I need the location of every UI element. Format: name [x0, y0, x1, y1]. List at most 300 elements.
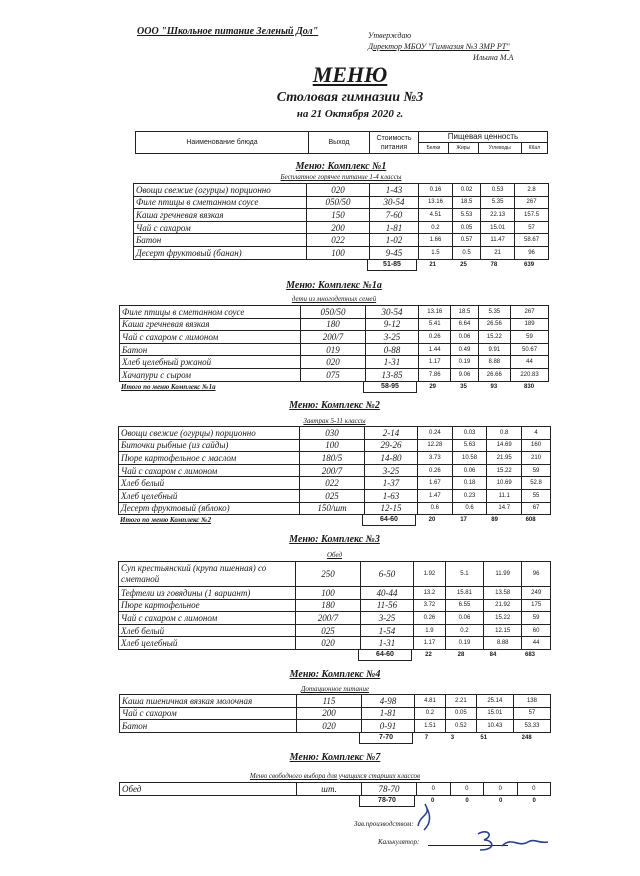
dish-price: 0-88 — [366, 343, 419, 356]
complex-caption: дети из многодетных семей — [291, 295, 377, 303]
dish-carbs: 0.53 — [481, 184, 515, 197]
complex-caption: Меню свободного выбора для учащихся старших классов — [249, 772, 421, 780]
approve-name: Ильина М.А — [473, 53, 514, 62]
dish-price: 1-02 — [370, 234, 419, 247]
dish-carbs: 11.1 — [487, 489, 522, 502]
dish-protein: 1.5 — [419, 246, 453, 259]
dish-fat: 0.19 — [445, 637, 483, 650]
table-row — [120, 356, 549, 369]
total-carbs: 78 — [490, 261, 498, 268]
total-protein: 0 — [430, 797, 435, 804]
dish-kcal: 157.5 — [515, 209, 549, 222]
dish-fat: 6.55 — [445, 599, 483, 612]
dish-kcal: 175 — [522, 599, 551, 612]
dish-carbs: 15.22 — [484, 612, 522, 625]
col-fat: Жиры — [448, 143, 478, 154]
total-fat: 35 — [460, 383, 467, 390]
dish-output: 200 — [307, 221, 370, 234]
total-fat: 25 — [460, 261, 467, 268]
dish-fat: 2.21 — [445, 695, 476, 708]
dish-fat: 0.19 — [451, 356, 478, 369]
table-row — [134, 234, 549, 247]
total-fat: 3 — [450, 735, 455, 742]
column-header — [135, 131, 548, 154]
dish-name: Чай с сахаром — [120, 707, 297, 720]
dish-price: 30-54 — [370, 196, 419, 209]
dish-output: 020 — [296, 637, 361, 650]
dish-output: 020 — [301, 356, 366, 369]
dish-fat: 15.81 — [445, 587, 483, 600]
dish-output: 180 — [296, 599, 361, 612]
dish-fat: 0.06 — [451, 331, 478, 344]
dish-output: 022 — [300, 477, 365, 490]
dish-price: 1-81 — [362, 707, 415, 720]
total-fat: 0 — [465, 797, 469, 804]
table-row — [120, 318, 549, 331]
dish-carbs: 13.58 — [484, 587, 522, 600]
dish-fat: 0.49 — [451, 343, 478, 356]
dish-name: Обед — [120, 783, 297, 796]
total-protein: 20 — [428, 517, 436, 524]
dish-price: 40-44 — [361, 587, 414, 600]
dish-price: 9-12 — [366, 318, 419, 331]
dish-kcal: 160 — [522, 439, 551, 452]
dish-output: 200/7 — [296, 612, 361, 625]
complex-title: Меню: Комплекс №2 — [289, 400, 380, 411]
table-row — [120, 368, 549, 381]
dish-name: Чай с сахаром с лимоном — [119, 464, 300, 477]
dish-kcal: 96 — [522, 562, 551, 587]
dish-output: 200/7 — [301, 331, 366, 344]
dish-protein: 0 — [417, 783, 451, 796]
total-protein: 22 — [425, 652, 432, 659]
table-row — [119, 624, 551, 637]
dish-carbs: 10.69 — [487, 477, 522, 490]
dish-kcal: 57 — [515, 221, 549, 234]
dish-output: 100 — [307, 246, 370, 259]
dish-name: Каша гречневая вязкая — [134, 209, 307, 222]
dish-kcal: 55 — [522, 489, 551, 502]
dish-output: 025 — [296, 624, 361, 637]
dish-protein: 12.28 — [418, 439, 453, 452]
complex-total — [367, 260, 549, 271]
dish-carbs: 26.56 — [478, 318, 510, 331]
dish-protein: 5.41 — [419, 318, 451, 331]
menu-date: на 21 Октября 2020 г. — [296, 108, 404, 120]
dish-protein: 4.51 — [419, 209, 453, 222]
dish-carbs: 5.35 — [481, 196, 515, 209]
total-kcal: 0 — [532, 797, 536, 804]
dish-output: 100 — [296, 587, 361, 600]
dish-carbs: 25.14 — [476, 695, 513, 708]
dish-name: Десерт фруктовый (банан) — [134, 246, 307, 259]
table-row — [119, 599, 551, 612]
dish-name: Пюре картофельное с маслом — [119, 452, 300, 465]
dish-kcal: 58.67 — [515, 234, 549, 247]
dish-price: 30-54 — [366, 306, 419, 319]
dish-name: Батон — [120, 720, 297, 733]
dish-fat: 0.18 — [452, 477, 487, 490]
dish-carbs: 22.13 — [481, 209, 515, 222]
dish-price: 29-26 — [365, 439, 418, 452]
complex-total — [359, 733, 551, 744]
organization-name: ООО "Школьное питание Зеленый Дол" — [137, 26, 319, 37]
dish-protein: 1.67 — [418, 477, 453, 490]
dish-name: Хачапури с сыром — [120, 368, 301, 381]
dish-protein: 3.73 — [418, 452, 453, 465]
dish-output: 050/50 — [307, 196, 370, 209]
dish-output: 250 — [296, 562, 361, 587]
table-row — [134, 184, 549, 197]
approve-label: Утверждаю — [368, 31, 412, 40]
dish-protein: 1.66 — [419, 234, 453, 247]
dish-fat: 18.5 — [451, 306, 478, 319]
dish-output: 030 — [300, 427, 365, 440]
dish-name: Каша гречневая вязкая — [120, 318, 301, 331]
page-title: МЕНЮ — [312, 62, 388, 87]
table-row — [119, 427, 551, 440]
dish-carbs: 0.8 — [487, 427, 522, 440]
dish-kcal: 0 — [517, 783, 551, 796]
total-price: 78-70 — [360, 796, 415, 807]
dish-kcal: 44 — [511, 356, 549, 369]
dish-price: 1-43 — [370, 184, 419, 197]
dish-protein: 0.2 — [415, 707, 446, 720]
table-row — [119, 489, 551, 502]
complex-total — [358, 650, 551, 661]
total-label: Итого по меню Комплекс №1а — [121, 382, 216, 391]
total-kcal: 608 — [525, 517, 536, 524]
dish-name: Филе птицы в сметанном соусе — [120, 306, 301, 319]
dish-protein: 0.24 — [418, 427, 453, 440]
total-price: 51-85 — [368, 260, 417, 271]
dish-price: 14-80 — [365, 452, 418, 465]
table-row — [120, 720, 551, 733]
dish-price: 13-85 — [366, 368, 419, 381]
col-name: Наименование блюда — [136, 132, 309, 154]
dish-name: Овощи свежие (огурцы) порционно — [134, 184, 307, 197]
dish-fat: 0.6 — [452, 502, 487, 515]
dish-output: 115 — [297, 695, 362, 708]
dish-kcal: 44 — [522, 637, 551, 650]
dish-output: 022 — [307, 234, 370, 247]
dish-price: 1-81 — [370, 221, 419, 234]
dish-kcal: 52.8 — [522, 477, 551, 490]
handwritten-signature-calculator — [472, 826, 552, 856]
dish-fat: 10.58 — [452, 452, 487, 465]
dish-carbs: 21.95 — [487, 452, 522, 465]
total-carbs: 84 — [489, 652, 497, 659]
dish-protein: 0.26 — [419, 331, 451, 344]
dish-price: 1-63 — [365, 489, 418, 502]
dish-price: 11-56 — [361, 599, 414, 612]
dish-fat: 0.02 — [452, 184, 480, 197]
dish-protein: 1.51 — [415, 720, 446, 733]
dish-fat: 0.52 — [445, 720, 476, 733]
table-row — [134, 196, 549, 209]
total-carbs: 89 — [491, 517, 498, 524]
col-cost: Стоимость питания — [370, 132, 419, 154]
table-row — [119, 477, 551, 490]
dish-output: 200 — [297, 707, 362, 720]
dish-fat: 0.05 — [452, 221, 480, 234]
dish-fat: 0 — [450, 783, 484, 796]
complex-table — [118, 561, 551, 650]
dish-carbs: 0 — [484, 783, 518, 796]
dish-carbs: 15.22 — [478, 331, 510, 344]
table-row — [119, 502, 551, 515]
col-carbs: Углеводы — [478, 143, 521, 154]
dish-kcal: 210 — [522, 452, 551, 465]
dish-carbs: 15.01 — [481, 221, 515, 234]
dish-protein: 0.26 — [418, 464, 453, 477]
dish-price: 3-25 — [365, 464, 418, 477]
table-row — [134, 246, 549, 259]
dish-name: Овощи свежие (огурцы) порционно — [119, 427, 300, 440]
complex-title: Меню: Комплекс №1а — [286, 280, 382, 291]
table-row — [119, 612, 551, 625]
dish-name: Биточки рыбные (из сайды) — [119, 439, 300, 452]
total-price: 64-60 — [359, 650, 412, 661]
dish-fat: 0.23 — [452, 489, 487, 502]
dish-protein: 7.86 — [419, 368, 451, 381]
page-subtitle: Столовая гимназии №3 — [276, 90, 424, 105]
table-row — [134, 221, 549, 234]
dish-name: Пюре картофельное — [119, 599, 296, 612]
dish-output: 150 — [307, 209, 370, 222]
dish-protein: 1.47 — [418, 489, 453, 502]
table-row — [134, 209, 549, 222]
dish-price: 2-14 — [365, 427, 418, 440]
total-kcal: 639 — [524, 261, 535, 268]
dish-output: 020 — [307, 184, 370, 197]
dish-price: 1-31 — [361, 637, 414, 650]
dish-carbs: 9.91 — [478, 343, 510, 356]
dish-carbs: 14.7 — [487, 502, 522, 515]
table-row — [120, 343, 549, 356]
complex-caption: Бесплатное горячее питание 1-4 классы — [280, 173, 402, 181]
dish-output: 050/50 — [301, 306, 366, 319]
table-row — [119, 452, 551, 465]
dish-protein: 1.44 — [419, 343, 451, 356]
dish-price: 3-25 — [361, 612, 414, 625]
dish-carbs: 14.69 — [487, 439, 522, 452]
handwritten-signature-producer — [410, 796, 440, 836]
dish-price: 3-25 — [366, 331, 419, 344]
dish-carbs: 8.88 — [478, 356, 510, 369]
dish-kcal: 59 — [511, 331, 549, 344]
dish-protein: 1.92 — [414, 562, 446, 587]
col-output: Выход — [309, 132, 370, 154]
dish-output: 025 — [300, 489, 365, 502]
dish-protein: 0.26 — [414, 612, 446, 625]
producer-signature-label: Зав.производством: — [354, 820, 414, 828]
complex-total — [359, 796, 551, 807]
dish-fat: 5.63 — [452, 439, 487, 452]
dish-kcal: 50.67 — [511, 343, 549, 356]
total-carbs: 51 — [480, 735, 488, 742]
dish-name: Каша пшеничная вязкая молочная — [120, 695, 297, 708]
dish-kcal: 59 — [522, 612, 551, 625]
dish-protein: 13.16 — [419, 306, 451, 319]
dish-protein: 1.9 — [414, 624, 446, 637]
complex-table — [118, 426, 551, 515]
dish-protein: 13.2 — [414, 587, 446, 600]
dish-fat: 9.06 — [451, 368, 478, 381]
dish-carbs: 8.88 — [484, 637, 522, 650]
dish-output: 200/7 — [300, 464, 365, 477]
total-label: Итого по меню Комплекс №2 — [120, 516, 212, 525]
dish-kcal: 2.8 — [515, 184, 549, 197]
dish-kcal: 267 — [511, 306, 549, 319]
table-row — [120, 306, 549, 319]
dish-name: Батон — [120, 343, 301, 356]
dish-price: 6-50 — [361, 562, 414, 587]
complex-table — [119, 694, 551, 733]
dish-output: 019 — [301, 343, 366, 356]
dish-name: Чай с сахаром — [134, 221, 307, 234]
dish-name: Хлеб целебный — [119, 489, 300, 502]
dish-price: 1-54 — [361, 624, 414, 637]
dish-kcal: 267 — [515, 196, 549, 209]
complex-caption: Завтрак 5-11 классы — [303, 417, 366, 425]
complex-title: Меню: Комплекс №4 — [289, 669, 381, 680]
dish-carbs: 12.15 — [484, 624, 522, 637]
complex-table — [119, 782, 551, 796]
dish-price: 9-45 — [370, 246, 419, 259]
dish-protein: 1.17 — [419, 356, 451, 369]
dish-fat: 0.57 — [452, 234, 480, 247]
table-row — [119, 562, 551, 587]
dish-output: 150/шт — [300, 502, 365, 515]
complex-total — [363, 382, 549, 393]
total-kcal: 683 — [524, 652, 535, 659]
table-row — [119, 637, 551, 650]
dish-fat: 0.03 — [452, 427, 487, 440]
dish-kcal: 60 — [522, 624, 551, 637]
dish-fat: 18.5 — [452, 196, 480, 209]
dish-carbs: 21 — [481, 246, 515, 259]
total-protein: 29 — [429, 383, 436, 390]
total-price: 58-95 — [364, 382, 417, 393]
total-carbs: 93 — [490, 383, 498, 390]
total-price: 7-70 — [360, 733, 413, 744]
dish-kcal: 249 — [522, 587, 551, 600]
total-fat: 28 — [457, 652, 465, 659]
dish-price: 1-37 — [365, 477, 418, 490]
dish-name: Десерт фруктовый (яблоко) — [119, 502, 300, 515]
dish-protein: 0.16 — [419, 184, 453, 197]
total-carbs: 0 — [498, 797, 503, 804]
dish-fat: 0.06 — [445, 612, 483, 625]
dish-kcal: 138 — [513, 695, 550, 708]
total-price: 64-60 — [363, 515, 416, 526]
dish-fat: 5.53 — [452, 209, 480, 222]
dish-fat: 0.06 — [452, 464, 487, 477]
dish-carbs: 15.01 — [476, 707, 513, 720]
dish-carbs: 11.47 — [481, 234, 515, 247]
dish-carbs: 15.22 — [487, 464, 522, 477]
dish-name: Тефтели из говядины (1 вариант) — [119, 587, 296, 600]
dish-output: шт. — [297, 783, 362, 796]
approve-role: Директор МБОУ "Гимназия №3 ЗМР РТ" — [368, 42, 510, 51]
dish-carbs: 5.35 — [478, 306, 510, 319]
dish-name: Батон — [134, 234, 307, 247]
approval-block — [368, 30, 568, 63]
table-row — [119, 439, 551, 452]
complex-title: Меню: Комплекс №7 — [289, 752, 381, 763]
calculator-signature-label: Калькулятор: — [378, 838, 420, 846]
dish-kcal: 59 — [522, 464, 551, 477]
dish-price: 1-31 — [366, 356, 419, 369]
complex-caption: Дотационное питание — [300, 685, 370, 693]
complex-title: Меню: Комплекс №1 — [295, 161, 387, 172]
dish-kcal: 96 — [515, 246, 549, 259]
dish-name: Филе птицы в сметанном соусе — [134, 196, 307, 209]
complex-title: Меню: Комплекс №3 — [289, 534, 380, 545]
dish-price: 0-91 — [362, 720, 415, 733]
dish-kcal: 57 — [513, 707, 550, 720]
dish-protein: 0.6 — [418, 502, 453, 515]
table-row — [120, 695, 551, 708]
dish-kcal: 4 — [522, 427, 551, 440]
dish-output: 020 — [297, 720, 362, 733]
dish-name: Хлеб целебный — [119, 637, 296, 650]
dish-fat: 5.1 — [445, 562, 483, 587]
total-kcal: 830 — [524, 383, 535, 390]
complex-caption: Обед — [326, 551, 343, 559]
dish-name: Хлеб целебный ржаной — [120, 356, 301, 369]
col-nutrition: Пищевая ценность — [419, 132, 548, 143]
dish-name: Чай с сахаром с лимоном — [119, 612, 296, 625]
dish-protein: 3.72 — [414, 599, 446, 612]
table-row — [120, 707, 551, 720]
dish-price: 12-15 — [365, 502, 418, 515]
col-protein: Белки — [419, 143, 449, 154]
total-kcal: 248 — [521, 735, 532, 742]
dish-name: Чай с сахаром с лимоном — [120, 331, 301, 344]
dish-name: Хлеб белый — [119, 624, 296, 637]
dish-name: Суп крестьянский (крупа пшенная) со сметаной — [119, 562, 296, 587]
dish-output: 180 — [301, 318, 366, 331]
dish-fat: 0.5 — [452, 246, 480, 259]
total-fat: 17 — [460, 517, 467, 524]
table-row — [119, 587, 551, 600]
dish-protein: 0.2 — [419, 221, 453, 234]
dish-carbs: 21.92 — [484, 599, 522, 612]
dish-carbs: 11.99 — [484, 562, 522, 587]
total-protein: 21 — [429, 261, 436, 268]
complex-table — [119, 305, 549, 382]
dish-price: 4-98 — [362, 695, 415, 708]
col-kcal: ККал — [521, 143, 547, 154]
table-row — [120, 331, 549, 344]
dish-carbs: 26.66 — [478, 368, 510, 381]
table-row — [119, 464, 551, 477]
dish-output: 100 — [300, 439, 365, 452]
dish-kcal: 53.33 — [513, 720, 550, 733]
table-row — [120, 783, 551, 796]
total-protein: 7 — [424, 735, 429, 742]
dish-kcal: 67 — [522, 502, 551, 515]
dish-fat: 0.05 — [445, 707, 476, 720]
dish-price: 78-70 — [362, 783, 417, 796]
dish-kcal: 220.83 — [511, 368, 549, 381]
dish-name: Хлеб белый — [119, 477, 300, 490]
dish-kcal: 189 — [511, 318, 549, 331]
complex-total — [362, 515, 551, 526]
dish-fat: 6.64 — [451, 318, 478, 331]
